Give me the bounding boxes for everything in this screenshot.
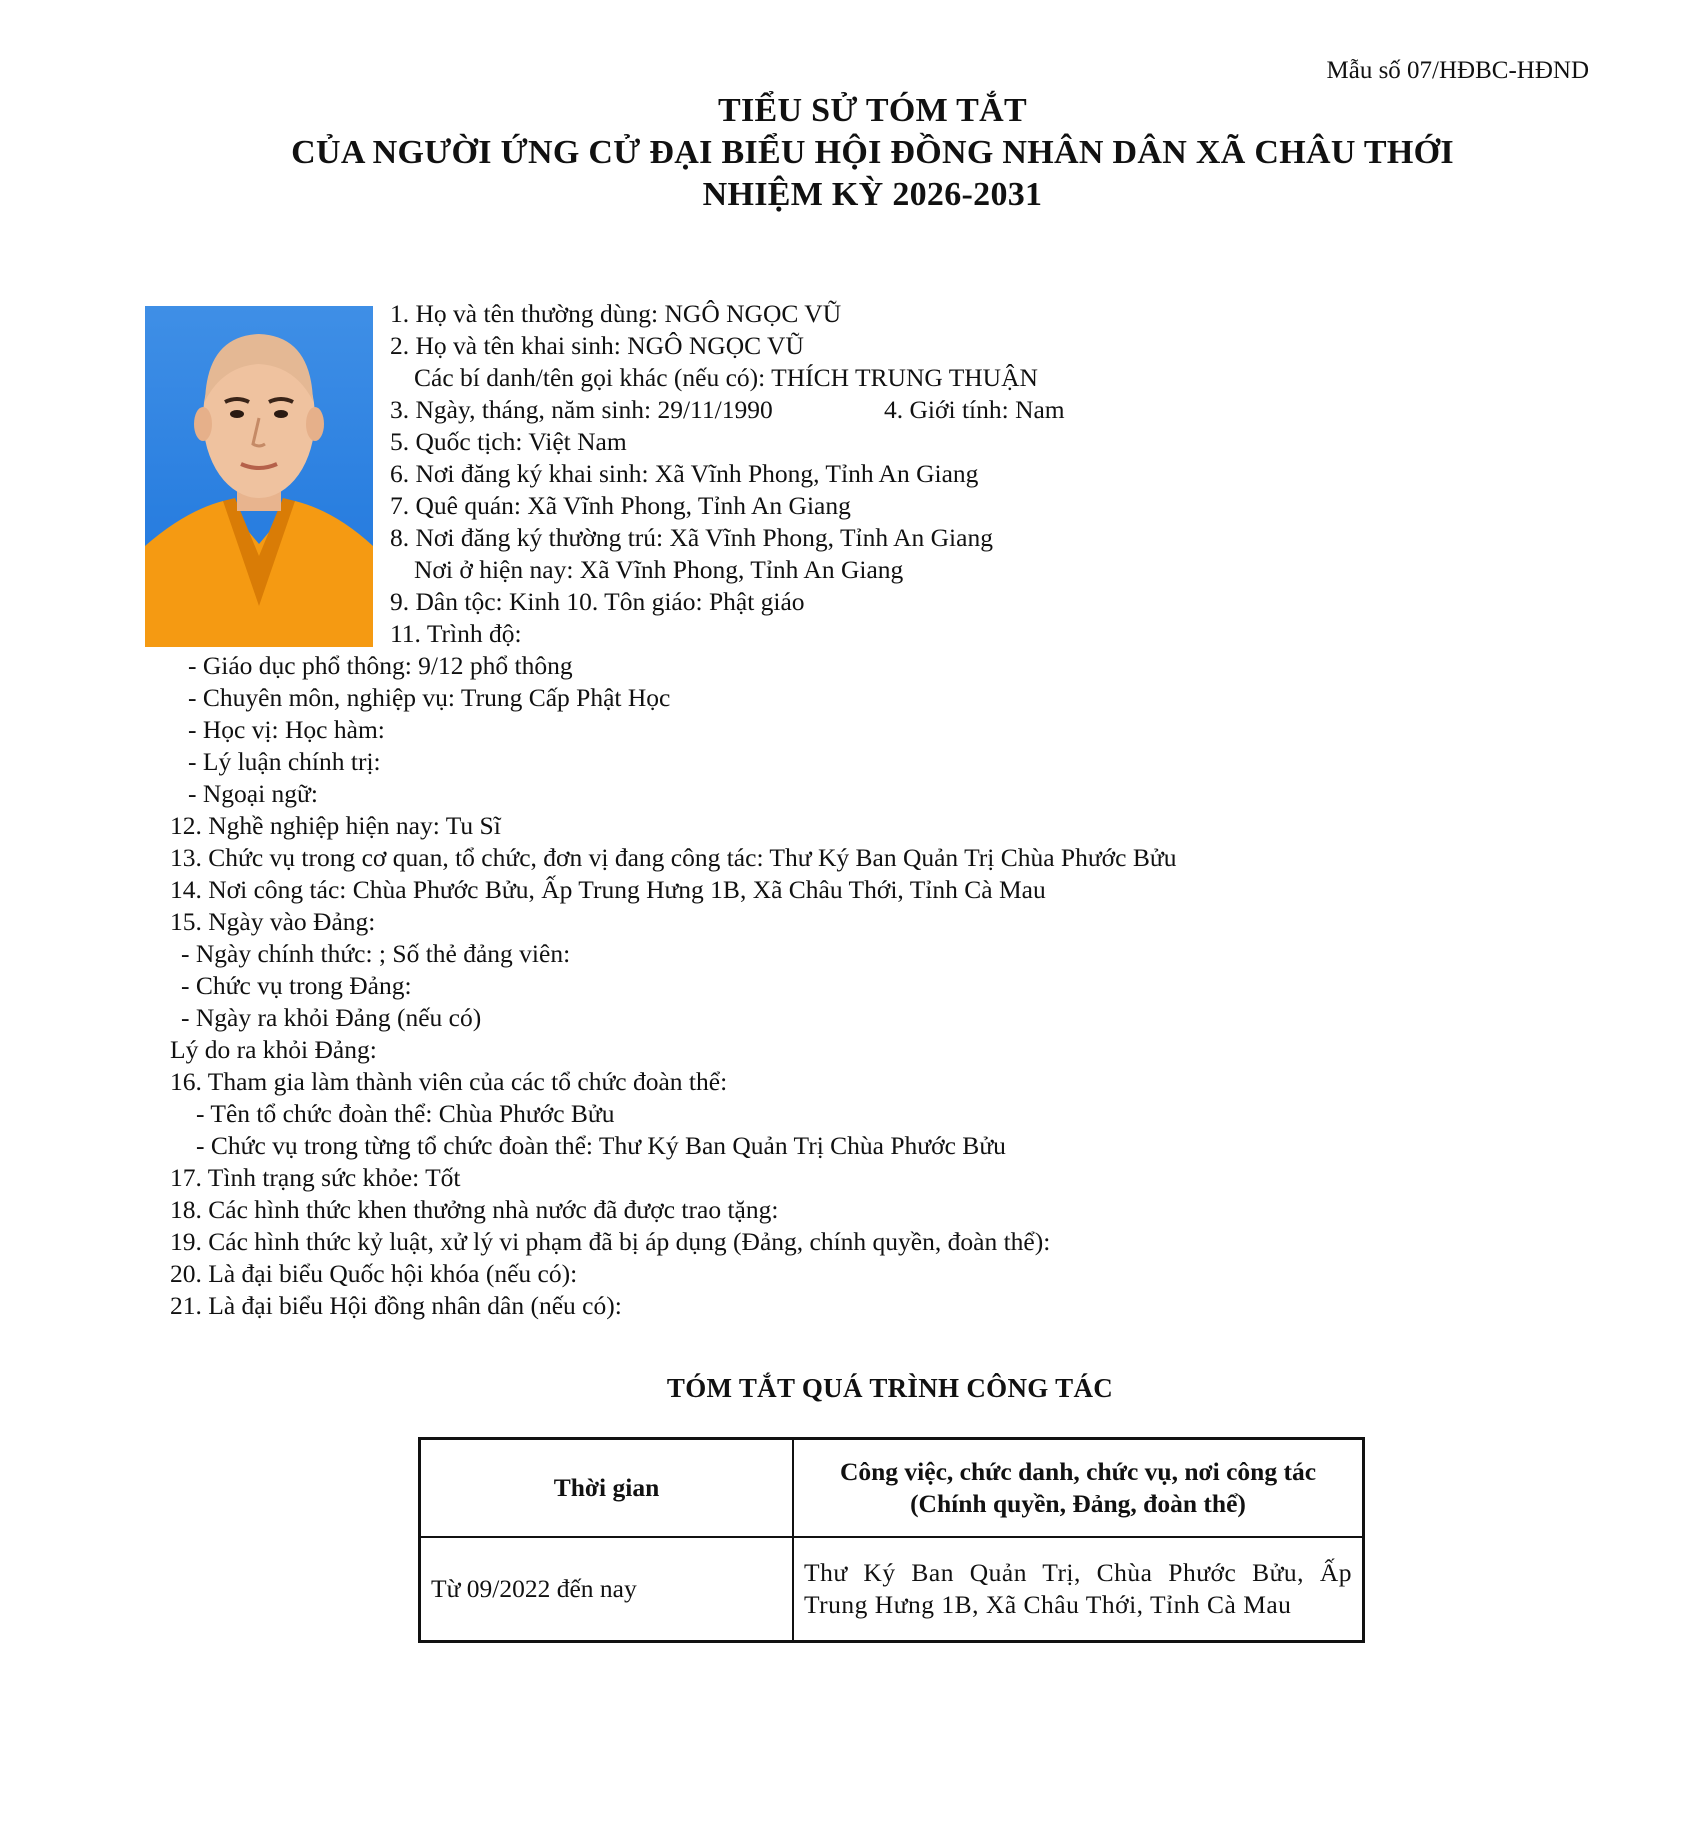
info-line-20: 20. Là đại biểu Quốc hội khóa (nếu có): bbox=[170, 1259, 578, 1288]
info-line-7: 7. Quê quán: Xã Vĩnh Phong, Tỉnh An Giang bbox=[390, 491, 851, 520]
info-line-2a: Các bí danh/tên gọi khác (nếu có): THÍCH TRUNG THUẬN bbox=[414, 363, 1038, 392]
cell-description-line1: Thư Ký Ban Quản Trị, Chùa Phước Bửu, Ấp bbox=[804, 1558, 1352, 1587]
info-line-15c: - Ngày ra khỏi Đảng (nếu có) bbox=[181, 1003, 482, 1032]
info-line-11c: - Học vị: Học hàm: bbox=[188, 715, 385, 744]
info-line-11: 11. Trình độ: bbox=[390, 619, 522, 648]
info-line-17: 17. Tình trạng sức khỏe: Tốt bbox=[170, 1163, 461, 1192]
info-line-21: 21. Là đại biểu Hội đồng nhân dân (nếu có): bbox=[170, 1291, 622, 1320]
title-line-3: NHIỆM KỲ 2026-2031 bbox=[702, 176, 1043, 213]
work-history-title: TÓM TẮT QUÁ TRÌNH CÔNG TÁC bbox=[666, 1373, 1114, 1403]
cell-time: Từ 09/2022 đến nay bbox=[420, 1537, 794, 1642]
header-description bbox=[793, 1439, 1364, 1538]
info-line-3: 3. Ngày, tháng, năm sinh: 29/11/1990 bbox=[390, 395, 773, 424]
info-line-11a: - Giáo dục phổ thông: 9/12 phổ thông bbox=[188, 651, 573, 680]
info-line-15d: Lý do ra khỏi Đảng: bbox=[170, 1035, 377, 1064]
info-line-9: 9. Dân tộc: Kinh 10. Tôn giáo: Phật giáo bbox=[390, 587, 805, 616]
info-line-1: 1. Họ và tên thường dùng: NGÔ NGỌC VŨ bbox=[390, 299, 842, 328]
header-time: Thời gian bbox=[420, 1439, 794, 1538]
info-line-16a: - Tên tổ chức đoàn thể: Chùa Phước Bửu bbox=[196, 1099, 615, 1128]
info-line-15b: - Chức vụ trong Đảng: bbox=[181, 971, 412, 1000]
info-line-19: 19. Các hình thức kỷ luật, xử lý vi phạm đã bị áp dụng (Đảng, chính quyền, đoàn thể): bbox=[170, 1227, 1051, 1256]
info-line-4: 4. Giới tính: Nam bbox=[884, 395, 1065, 424]
portrait-photo-icon bbox=[145, 306, 373, 647]
title-line-2: CỦA NGƯỜI ỨNG CỬ ĐẠI BIỂU HỘI ĐỒNG NHÂN DÂN XÃ CHÂU THỚI bbox=[291, 134, 1454, 171]
table-row bbox=[420, 1537, 1364, 1642]
info-line-6: 6. Nơi đăng ký khai sinh: Xã Vĩnh Phong, Tỉnh An Giang bbox=[390, 459, 979, 488]
cell-description bbox=[793, 1537, 1364, 1642]
info-line-16: 16. Tham gia làm thành viên của các tổ chức đoàn thể: bbox=[170, 1067, 728, 1096]
info-line-11b: - Chuyên môn, nghiệp vụ: Trung Cấp Phật Học bbox=[188, 683, 671, 712]
header-description-line2: (Chính quyền, Đảng, đoàn thể) bbox=[910, 1489, 1246, 1518]
cell-description-line2: Trung Hưng 1B, Xã Châu Thới, Tỉnh Cà Mau bbox=[804, 1590, 1292, 1619]
info-line-14: 14. Nơi công tác: Chùa Phước Bửu, Ấp Trung Hưng 1B, Xã Châu Thới, Tỉnh Cà Mau bbox=[170, 875, 1046, 904]
info-line-15a: - Ngày chính thức: ; Số thẻ đảng viên: bbox=[181, 939, 571, 968]
document-title bbox=[0, 90, 1684, 216]
info-line-13: 13. Chức vụ trong cơ quan, tổ chức, đơn vị đang công tác: Thư Ký Ban Quản Trị Chùa Phước Bửu bbox=[170, 843, 1177, 872]
info-line-2: 2. Họ và tên khai sinh: NGÔ NGỌC VŨ bbox=[390, 331, 804, 360]
form-code: Mẫu số 07/HĐBC-HĐND bbox=[1326, 57, 1589, 84]
info-line-11d: - Lý luận chính trị: bbox=[188, 747, 381, 776]
info-line-15: 15. Ngày vào Đảng: bbox=[170, 907, 376, 936]
work-history-table bbox=[418, 1437, 1365, 1643]
info-line-18: 18. Các hình thức khen thưởng nhà nước đã được trao tặng: bbox=[170, 1195, 779, 1224]
info-line-8a: Nơi ở hiện nay: Xã Vĩnh Phong, Tỉnh An Giang bbox=[414, 555, 904, 584]
info-line-16b: - Chức vụ trong từng tổ chức đoàn thể: Thư Ký Ban Quản Trị Chùa Phước Bửu bbox=[196, 1131, 1006, 1160]
info-line-8: 8. Nơi đăng ký thường trú: Xã Vĩnh Phong, Tỉnh An Giang bbox=[390, 523, 993, 552]
info-line-11e: - Ngoại ngữ: bbox=[188, 779, 318, 808]
info-line-12: 12. Nghề nghiệp hiện nay: Tu Sĩ bbox=[170, 811, 501, 840]
header-description-line1: Công việc, chức danh, chức vụ, nơi công tác bbox=[839, 1457, 1317, 1486]
info-line-5: 5. Quốc tịch: Việt Nam bbox=[390, 427, 627, 456]
table-header-row bbox=[420, 1439, 1364, 1538]
title-line-1: TIỂU SỬ TÓM TẮT bbox=[717, 92, 1027, 129]
